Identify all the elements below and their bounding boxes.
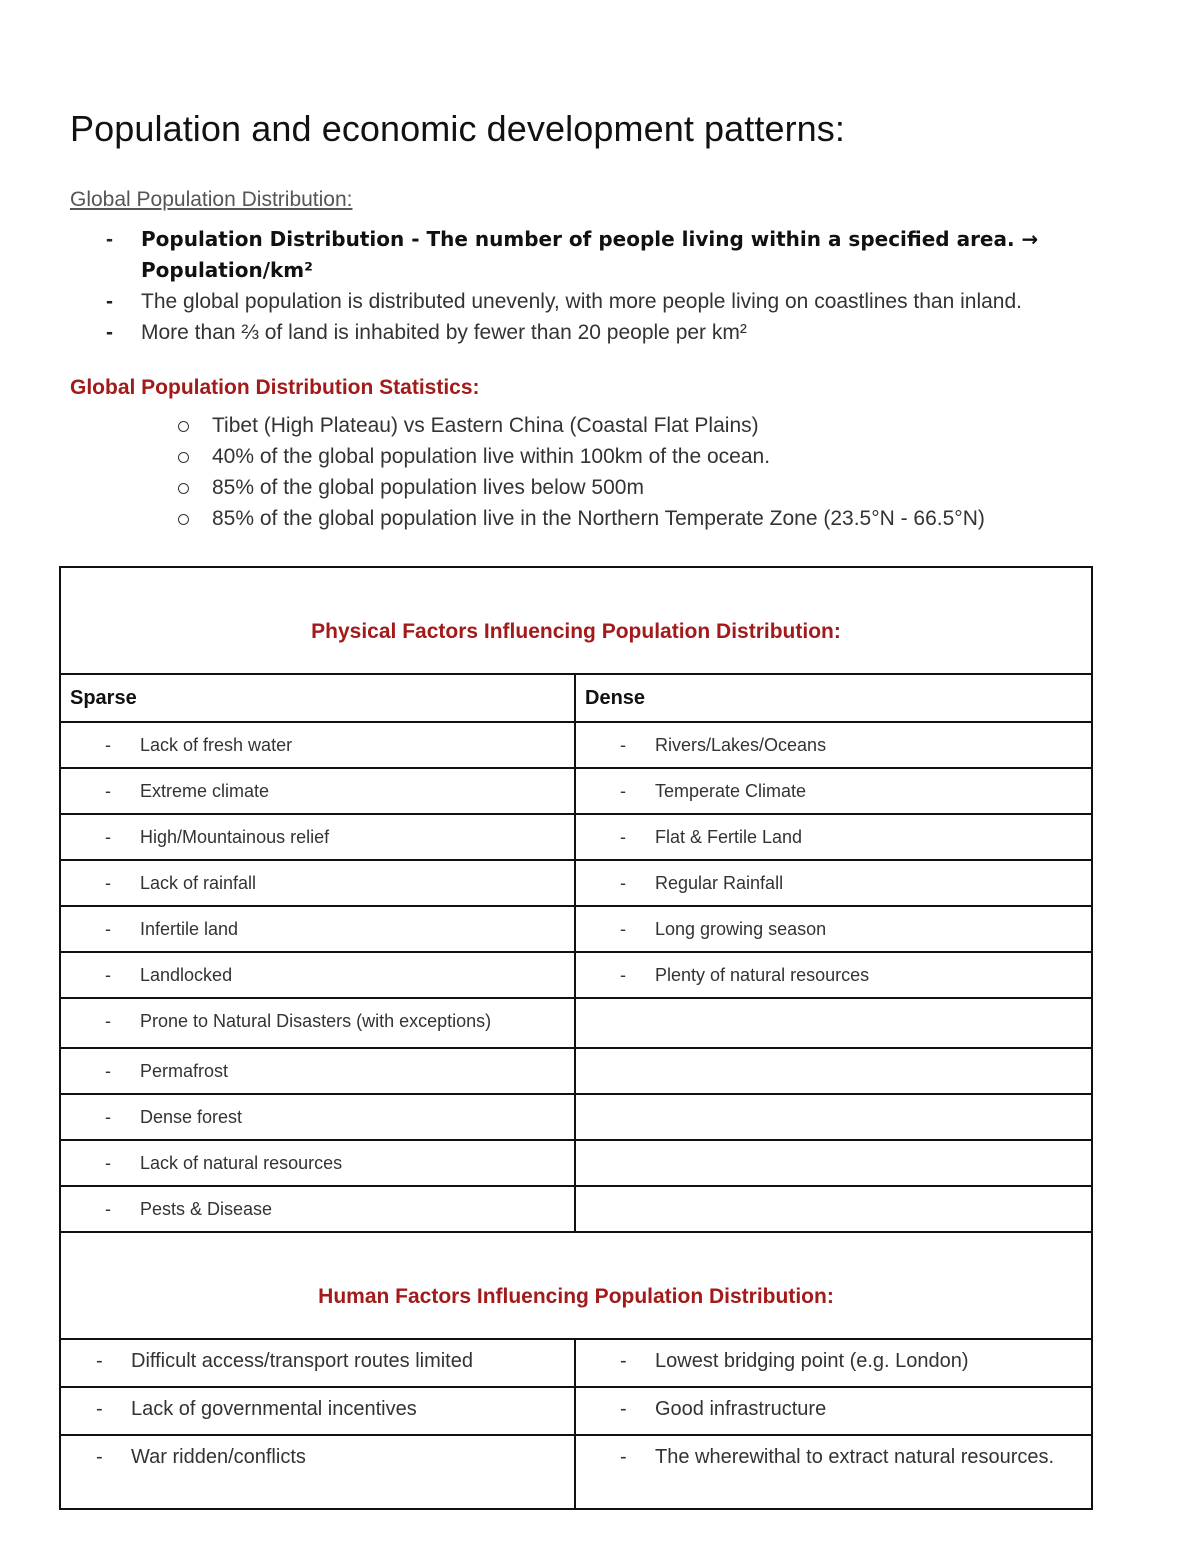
dash-bullet: - xyxy=(620,873,626,893)
dense-cell xyxy=(575,998,1092,1048)
table-row xyxy=(60,768,1092,814)
factor-item xyxy=(61,723,574,756)
factor-item xyxy=(61,815,574,848)
table-row xyxy=(60,998,1092,1048)
list-item xyxy=(176,410,1176,441)
dense-cell xyxy=(575,1387,1092,1435)
dash-bullet: - xyxy=(105,781,111,801)
factor-item xyxy=(576,953,1091,986)
human-factors-title: Human Factors Influencing Population Distribution: xyxy=(60,1232,1092,1339)
factor-item xyxy=(61,1187,574,1220)
table-row xyxy=(60,814,1092,860)
dash-bullet: - xyxy=(106,321,113,344)
stats-heading: Global Population Distribution Statistics: xyxy=(70,376,480,399)
table-row xyxy=(60,722,1092,768)
factor-item xyxy=(61,999,574,1032)
factor-text: Good infrastructure xyxy=(655,1398,827,1420)
page-title: Population and economic development patterns: xyxy=(70,108,846,149)
table-row xyxy=(60,1387,1092,1435)
intro-bullet-list xyxy=(100,224,1160,348)
sparse-cell xyxy=(60,906,575,952)
dash-bullet: - xyxy=(105,1061,111,1081)
factor-text: Prone to Natural Disasters (with exceptions) xyxy=(140,1011,492,1031)
factor-item xyxy=(61,907,574,940)
dash-bullet: - xyxy=(105,735,111,755)
dense-cell xyxy=(575,1186,1092,1232)
list-item xyxy=(100,317,1160,348)
sparse-cell xyxy=(60,1387,575,1435)
factor-text: Pests & Disease xyxy=(140,1199,273,1219)
factor-item xyxy=(576,861,1091,894)
list-item xyxy=(176,472,1176,503)
table-row xyxy=(60,952,1092,998)
dense-cell xyxy=(575,768,1092,814)
sparse-cell xyxy=(60,998,575,1048)
list-item xyxy=(100,286,1160,317)
dense-cell xyxy=(575,1140,1092,1186)
factor-item xyxy=(576,723,1091,756)
dash-bullet: - xyxy=(105,919,111,939)
dash-bullet: - xyxy=(96,1398,103,1420)
factor-item xyxy=(576,815,1091,848)
dash-bullet: - xyxy=(105,1153,111,1173)
table-row xyxy=(60,860,1092,906)
factor-item xyxy=(61,1049,574,1082)
factor-text: Lack of natural resources xyxy=(140,1153,343,1173)
dense-cell xyxy=(575,1094,1092,1140)
bullet-text: More than ⅔ of land is inhabited by fewer than 20 people per km² xyxy=(141,321,747,344)
stat-text: Tibet (High Plateau) vs Eastern China (Coastal Flat Plains) xyxy=(212,414,759,437)
circle-bullet-icon xyxy=(178,483,189,494)
factor-text: Landlocked xyxy=(140,965,233,985)
factor-text: Temperate Climate xyxy=(655,781,807,801)
table-row xyxy=(60,906,1092,952)
factor-text: Permafrost xyxy=(140,1061,229,1081)
stat-text: 85% of the global population live in the Northern Temperate Zone (23.5°N - 66.5°N) xyxy=(212,507,985,530)
dash-bullet: - xyxy=(620,735,626,755)
factor-text: Flat & Fertile Land xyxy=(655,827,803,847)
factor-item xyxy=(576,1340,1091,1374)
factor-item xyxy=(576,1436,1091,1470)
factor-item xyxy=(61,1141,574,1174)
factor-text: Lowest bridging point (e.g. London) xyxy=(655,1350,969,1372)
list-item xyxy=(176,503,1176,534)
sparse-cell xyxy=(60,1048,575,1094)
factor-text: Lack of rainfall xyxy=(140,873,257,893)
factor-text: Infertile land xyxy=(140,919,239,939)
factor-text: Plenty of natural resources xyxy=(655,965,870,985)
factor-item xyxy=(61,861,574,894)
dash-bullet: - xyxy=(620,827,626,847)
dash-bullet: - xyxy=(106,228,113,251)
circle-bullet-icon xyxy=(178,514,189,525)
circle-bullet-icon xyxy=(178,452,189,463)
sparse-cell xyxy=(60,1140,575,1186)
table-row xyxy=(60,1140,1092,1186)
circle-bullet-icon xyxy=(178,421,189,432)
definition-term: Population Distribution - xyxy=(141,227,427,251)
dense-cell xyxy=(575,906,1092,952)
dash-bullet: - xyxy=(105,1199,111,1219)
section-heading: Global Population Distribution: xyxy=(70,188,353,211)
table-row xyxy=(60,1435,1092,1509)
factor-text: Long growing season xyxy=(655,919,827,939)
dense-cell xyxy=(575,722,1092,768)
dash-bullet: - xyxy=(105,1107,111,1127)
factor-text: Rivers/Lakes/Oceans xyxy=(655,735,827,755)
dash-bullet: - xyxy=(96,1350,103,1372)
table-row xyxy=(60,1094,1092,1140)
dash-bullet: - xyxy=(620,919,626,939)
sparse-cell xyxy=(60,1339,575,1387)
stats-list xyxy=(176,410,1176,534)
dash-bullet: - xyxy=(620,1398,627,1420)
dash-bullet: - xyxy=(620,965,626,985)
sparse-cell xyxy=(60,1186,575,1232)
factor-item xyxy=(61,1436,574,1470)
dash-bullet: - xyxy=(105,965,111,985)
dash-bullet: - xyxy=(96,1446,103,1468)
sparse-cell xyxy=(60,722,575,768)
table-row xyxy=(60,1339,1092,1387)
bullet-text: The global population is distributed unevenly, with more people living on coastlines than inland. xyxy=(141,290,1022,313)
factor-item xyxy=(61,1095,574,1128)
table-row xyxy=(60,674,1092,722)
factors-table xyxy=(59,566,1093,1510)
sparse-header: Sparse xyxy=(60,674,575,722)
definition-text: The number of people living within a specified area. → Population/km² xyxy=(141,227,1039,282)
table-row xyxy=(60,1186,1092,1232)
factor-item xyxy=(61,769,574,802)
factor-text: Regular Rainfall xyxy=(655,873,784,893)
factor-text: War ridden/conflicts xyxy=(131,1446,306,1468)
factor-item xyxy=(61,953,574,986)
sparse-cell xyxy=(60,768,575,814)
factor-item xyxy=(576,907,1091,940)
factor-text: Dense forest xyxy=(140,1107,243,1127)
dense-cell xyxy=(575,814,1092,860)
table-row xyxy=(60,567,1092,674)
list-item xyxy=(100,224,1160,286)
factor-item xyxy=(61,1340,574,1374)
dash-bullet: - xyxy=(105,873,111,893)
factor-text: Extreme climate xyxy=(140,781,270,801)
stat-text: 40% of the global population live within 100km of the ocean. xyxy=(212,445,771,468)
list-item xyxy=(176,441,1176,472)
dense-header: Dense xyxy=(575,674,1092,722)
sparse-cell xyxy=(60,952,575,998)
sparse-cell xyxy=(60,860,575,906)
dense-cell xyxy=(575,1435,1092,1509)
factor-text: Lack of fresh water xyxy=(140,735,293,755)
sparse-cell xyxy=(60,1094,575,1140)
dash-bullet: - xyxy=(620,1350,627,1372)
dash-bullet: - xyxy=(105,1011,111,1031)
factor-item xyxy=(576,769,1091,802)
factor-text: High/Mountainous relief xyxy=(140,827,330,847)
dense-cell xyxy=(575,860,1092,906)
dense-cell xyxy=(575,1048,1092,1094)
dash-bullet: - xyxy=(620,781,626,801)
sparse-cell xyxy=(60,814,575,860)
dense-cell xyxy=(575,952,1092,998)
dash-bullet: - xyxy=(106,290,113,313)
factor-text: Lack of governmental incentives xyxy=(131,1398,417,1420)
factor-text: Difficult access/transport routes limited xyxy=(131,1350,473,1372)
dense-cell xyxy=(575,1339,1092,1387)
factor-text: The wherewithal to extract natural resources. xyxy=(655,1446,1055,1468)
factor-item xyxy=(61,1388,574,1422)
stat-text: 85% of the global population lives below 500m xyxy=(212,476,644,499)
table-row xyxy=(60,1232,1092,1339)
table-row xyxy=(60,1048,1092,1094)
dash-bullet: - xyxy=(105,827,111,847)
physical-factors-title: Physical Factors Influencing Population Distribution: xyxy=(60,567,1092,674)
factor-item xyxy=(576,1388,1091,1422)
sparse-cell xyxy=(60,1435,575,1509)
dash-bullet: - xyxy=(620,1446,627,1468)
